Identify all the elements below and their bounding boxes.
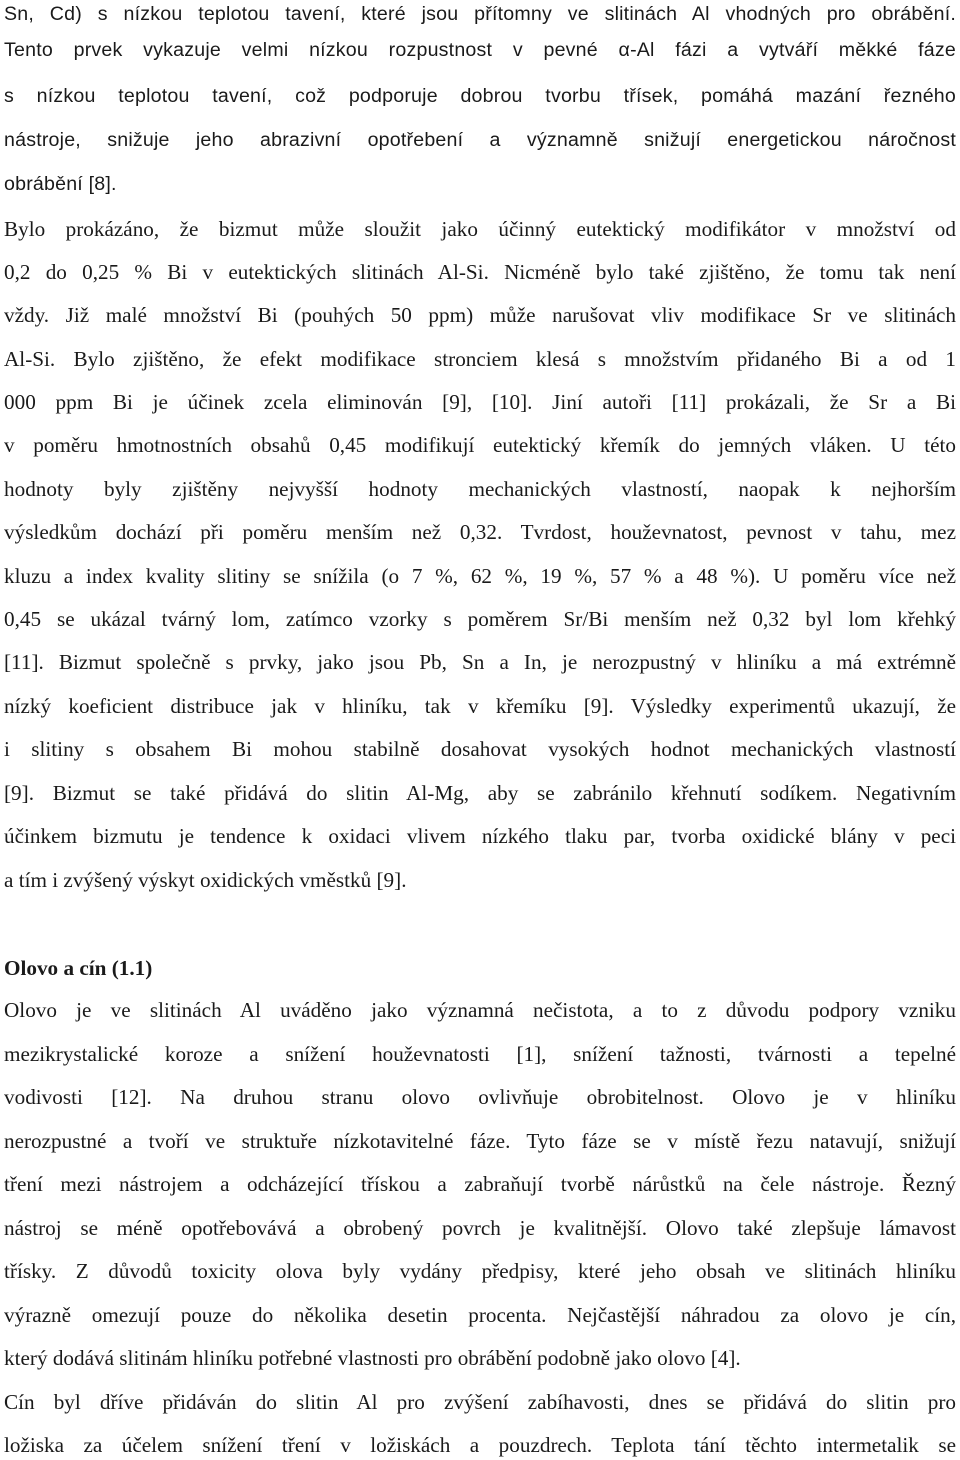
paragraph-line: nástroj se méně opotřebovává a obrobený povrch je kvalitnější. Olovo také zlepšuje lámavost — [4, 1216, 956, 1240]
paragraph-line: Al-Si. Bylo zjištěno, že efekt modifikace stronciem klesá s množstvím přidaného Bi a od 1 — [4, 347, 956, 371]
paragraph-line: vodivosti [12]. Na druhou stranu olovo ovlivňuje obrobitelnost. Olovo je v hliníku — [4, 1085, 956, 1109]
paragraph-line: Olovo je ve slitinách Al uváděno jako významná nečistota, a to z důvodu podpory vzniku — [4, 998, 956, 1022]
paragraph-line: třísky. Z důvodů toxicity olova byly vydány předpisy, které jeho obsah ve slitinách hliníku — [4, 1259, 956, 1283]
paragraph-line: výrazně omezují pouze do několika desetin procenta. Nejčastější náhradou za olovo je cín, — [4, 1303, 956, 1327]
paragraph-line: tření mezi nástrojem a odcházející třískou a zabraňují tvorbě nárůstků na čele nástroje. Řezný — [4, 1172, 956, 1196]
paragraph-line: 0,2 do 0,25 % Bi v eutektických slitinách Al-Si. Nicméně bylo také zjištěno, že tomu tak není — [4, 260, 956, 284]
paragraph-line: účinkem bizmutu je tendence k oxidaci vlivem nízkého tlaku par, tvorba oxidické blány v peci — [4, 824, 956, 848]
paragraph-line: výsledkům dochází při poměru menším než 0,32. Tvrdost, houževnatost, pevnost v tahu, mez — [4, 520, 956, 544]
paragraph-line: i slitiny s obsahem Bi mohou stabilně dosahovat vysokých hodnot mechanických vlastností — [4, 737, 956, 761]
paragraph-line: v poměru hmotnostních obsahů 0,45 modifikují eutektický křemík do jemných vláken. U této — [4, 433, 956, 457]
paragraph-line: mezikrystalické koroze a snížení houževnatosti [1], snížení tažnosti, tvárnosti a tepelné — [4, 1042, 956, 1066]
paragraph-line: nástroje, snižuje jeho abrazivní opotřebení a významně snižují energetickou náročnost — [4, 129, 956, 151]
paragraph-line: Cín byl dříve přidáván do slitin Al pro zvýšení zabíhavosti, dnes se přidává do slitin pro — [4, 1390, 956, 1414]
paragraph-line: 000 ppm Bi je účinek zcela eliminován [9], [10]. Jiní autoři [11] prokázali, že Sr a Bi — [4, 390, 956, 414]
paragraph-line: a tím i zvýšený výskyt oxidických vměstků [9]. — [4, 868, 407, 892]
section-heading: Olovo a cín (1.1) — [4, 956, 153, 980]
paragraph-line: nízký koeficient distribuce jak v hliníku, tak v křemíku [9]. Výsledky experimentů ukazují, že — [4, 694, 956, 718]
paragraph-line: Bylo prokázáno, že bizmut může sloužit jako účinný eutektický modifikátor v množství od — [4, 217, 956, 241]
paragraph-line: který dodává slitinám hliníku potřebné vlastnosti pro obrábění podobně jako olovo [4]. — [4, 1346, 741, 1370]
paragraph-line: vždy. Již malé množství Bi (pouhých 50 ppm) může narušovat vliv modifikace Sr ve slitinách — [4, 303, 956, 327]
paragraph-line: Sn, Cd) s nízkou teplotou tavení, které jsou přítomny ve slitinách Al vhodných pro obrábění. — [4, 3, 956, 25]
paragraph-line: hodnoty byly zjištěny nejvyšší hodnoty mechanických vlastností, naopak k nejhorším — [4, 477, 956, 501]
paragraph-line: nerozpustné a tvoří ve struktuře nízkotavitelné fáze. Tyto fáze se v místě řezu natavují, snižují — [4, 1129, 956, 1153]
paragraph-line: Tento prvek vykazuje velmi nízkou rozpustnost v pevné α-Al fázi a vytváří měkké fáze — [4, 39, 956, 61]
paragraph-line: kluzu a index kvality slitiny se snížila (o 7 %, 62 %, 19 %, 57 % a 48 %). U poměru více než — [4, 564, 956, 588]
paragraph-line: [11]. Bizmut společně s prvky, jako jsou Pb, Sn a In, je nerozpustný v hliníku a má extrémně — [4, 650, 956, 674]
paragraph-line: ložiska za účelem snížení tření v ložiskách a pouzdrech. Teplota tání těchto intermetalik se — [4, 1433, 956, 1457]
paragraph-line: 0,45 se ukázal tvárný lom, zatímco vzorky s poměrem Sr/Bi menším než 0,32 byl lom křehký — [4, 607, 956, 631]
paragraph-line: obrábění [8]. — [4, 173, 117, 195]
paragraph-line: s nízkou teplotou tavení, což podporuje dobrou tvorbu třísek, pomáhá mazání řezného — [4, 85, 956, 107]
paragraph-line: [9]. Bizmut se také přidává do slitin Al-Mg, aby se zabránilo křehnutí sodíkem. Negativním — [4, 781, 956, 805]
